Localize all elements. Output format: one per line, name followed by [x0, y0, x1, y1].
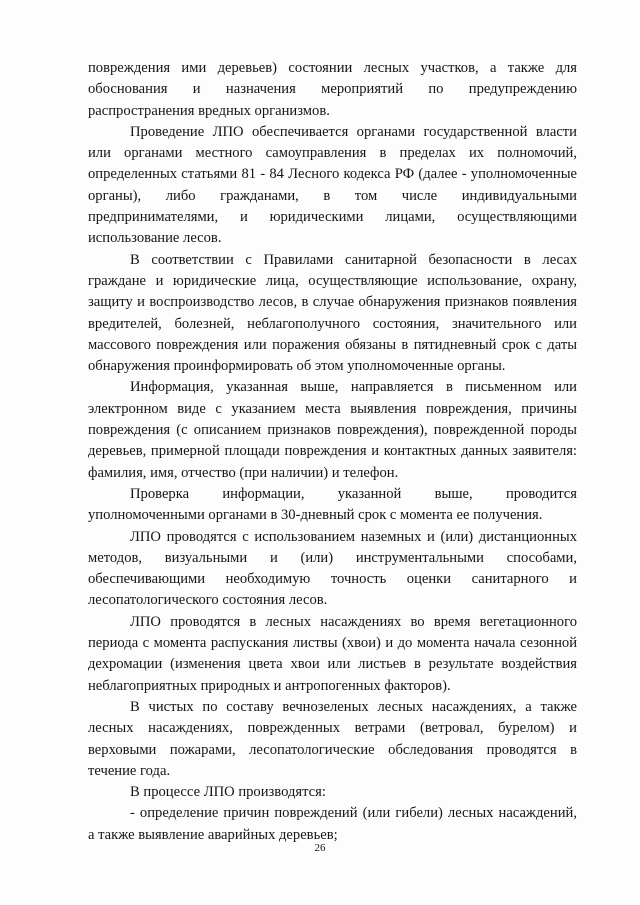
- page-number: 26: [314, 842, 326, 854]
- paragraph-evergreen: В чистых по составу вечнозеленых лесных насаждениях, а также лесных насаждениях, поврежденных ветрами (ветровал, бурелом) и верховыми пожарами, лесопатологические обследования проводятся в течение года.: [88, 698, 577, 779]
- list-item-determination: - определение причин повреждений (или гибели) лесных насаждений, а также выявление аварийных деревьев;: [88, 805, 577, 843]
- paragraph-continuation: повреждения ими деревьев) состоянии лесных участков, а также для обоснования и назначения мероприятий по предупреждению распространения вредных организмов.: [88, 60, 577, 119]
- paragraph-vegetation-period: ЛПО проводятся в лесных насаждениях во время вегетационного периода с момента распускания листвы (хвои) и до момента начала сезонной дехромации (изменения цвета хвои или листьев в результате воздействия неблагоприятных природных и антропогенных факторов).: [88, 613, 577, 694]
- paragraph-sanitary-rules: В соответствии с Правилами санитарной безопасности в лесах граждане и юридические лица, осуществляющие использование, охрану, защиту и воспроизводство лесов, в случае обнаружения признаков появления вредителей, болезней, неблагополучного состояния, значительного или массового повреждения или поражения обязаны в пятидневный срок с даты обнаружения проинформировать об этом уполномоченные органы.: [88, 251, 577, 375]
- paragraph-lpo-provision: Проведение ЛПО обеспечивается органами государственной власти или органами местного самоуправления в пределах их полномочий, определенных статьями 81 - 84 Лесного кодекса РФ (далее - уполномоченные органы), либо гражданами, в том числе индивидуальными предпринимателями, и юридическими лицами, осуществляющими использование лесов.: [88, 123, 577, 247]
- document-body: [88, 58, 577, 846]
- paragraph-verification: Проверка информации, указанной выше, проводится уполномоченными органами в 30-дневный срок с момента ее получения.: [88, 485, 577, 524]
- paragraph-information: Информация, указанная выше, направляется в письменном или электронном виде с указанием места выявления повреждения, причины повреждения (с описанием признаков повреждения), поврежденной породы деревьев, примерной площади повреждения и контактных данных заявителя: фамилия, имя, отчество (при наличии) и телефон.: [88, 379, 577, 481]
- paragraph-list-intro: В процессе ЛПО производятся:: [130, 784, 326, 801]
- paragraph-methods: ЛПО проводятся с использованием наземных и (или) дистанционных методов, визуальными и (или) инструментальными способами, обеспечивающими необходимую точность оценки санитарного и лесопатологического состояния лесов.: [88, 528, 577, 609]
